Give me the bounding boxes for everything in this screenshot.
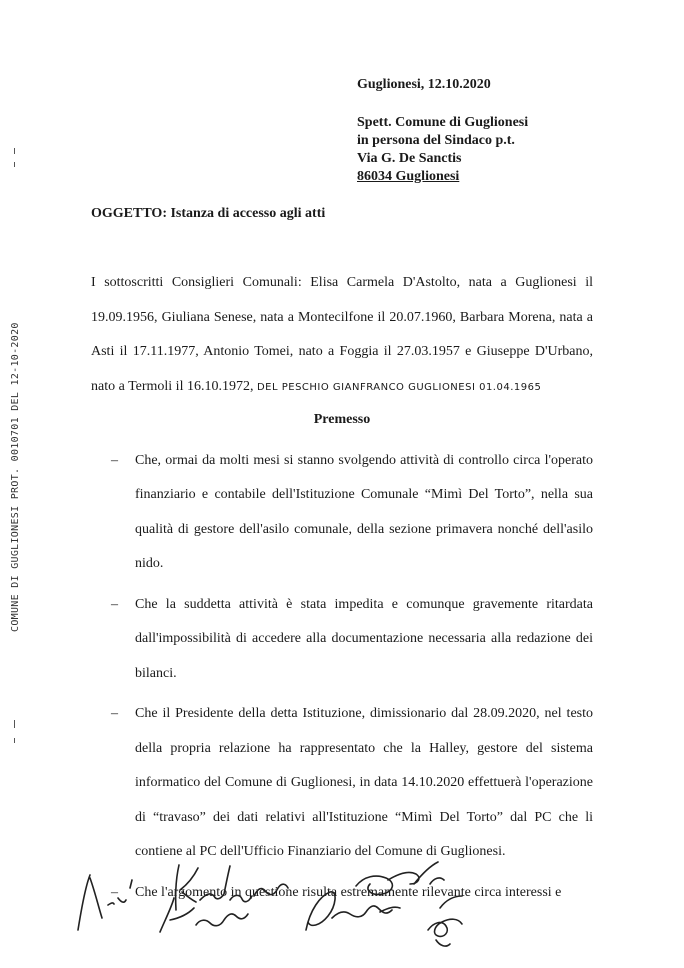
recipient-line: Via G. De Sanctis [357,151,462,166]
signature-scribble [306,892,400,930]
list-item-text: Che l'argomento in questione risulta estremamente rilevante circa interessi e [135,884,562,900]
section-title: Premesso [313,412,371,427]
recipient-line: Spett. Comune di Guglionesi [357,115,529,130]
signature-scribble [160,898,248,932]
subject-line: OGGETTO: Istanza di accesso agli atti [91,206,326,221]
bullet-dash: – [111,596,118,612]
protocol-stamp: COMUNE DI GUGLIONESI PROT. 0010701 DEL 12-10-2020 [10,322,21,632]
bullet-dash: – [111,706,118,721]
bullet-dash: – [111,884,118,900]
signature-scribble [78,875,132,930]
handwritten-addition: DEL PESCHIO GIANFRANCO GUGLIONESI 01.04.1965 [256,381,542,393]
signature-scribble [428,896,462,946]
intro-text: I sottoscritti Consiglieri Comunali: Elisa Carmela D'Astolto, nata a Guglionesi il 19.09.1956, Giuliana Senese, nata a Montecilfone il 20.07.1960, Barbara Morena, nata a Asti il 17.11.1977, Antonio Tomei, nato a Foggia il 27.03.1957 e Giuseppe D'Urbano, nato a Termoli il 16.10.1972, [91,275,593,394]
signature-scribble [356,862,444,894]
bullet-dash: – [111,452,118,468]
list-item-text: Che, ormai da molti mesi si stanno svolgendo attività di controllo circa l'operato finanziario e contabile dell'Istituzione Comunale “Mimì Del Torto”, nella sua qualità di gestore dell'asilo comunale, della sezione primavera nonché dell'asilo nido. [135,452,593,571]
list-item-text: Che il Presidente della detta Istituzione, dimissionario dal 28.09.2020, nel testo della propria relazione ha rappresentato che la Halley, gestore del sistema informatico del Comune di Guglionesi, in data 14.10.2020 effettuerà l'operazione di “travaso” dei dati relativi all'Istituzione “Mimì Del Torto” dal PC che li contiene al PC dell'Ufficio Finanziario del Comune di Guglionesi. [135,706,593,859]
recipient-line: in persona del Sindaco p.t. [357,133,515,148]
recipient-line: 86034 Guglionesi [357,169,460,184]
signature-scribble [176,865,288,910]
list-item-text: Che la suddetta attività è stata impedita e comunque gravemente ritardata dall'impossibilità di accedere alla documentazione necessaria alla redazione dei bilanci. [135,596,593,681]
place-date: Guglionesi, 12.10.2020 [357,77,491,92]
